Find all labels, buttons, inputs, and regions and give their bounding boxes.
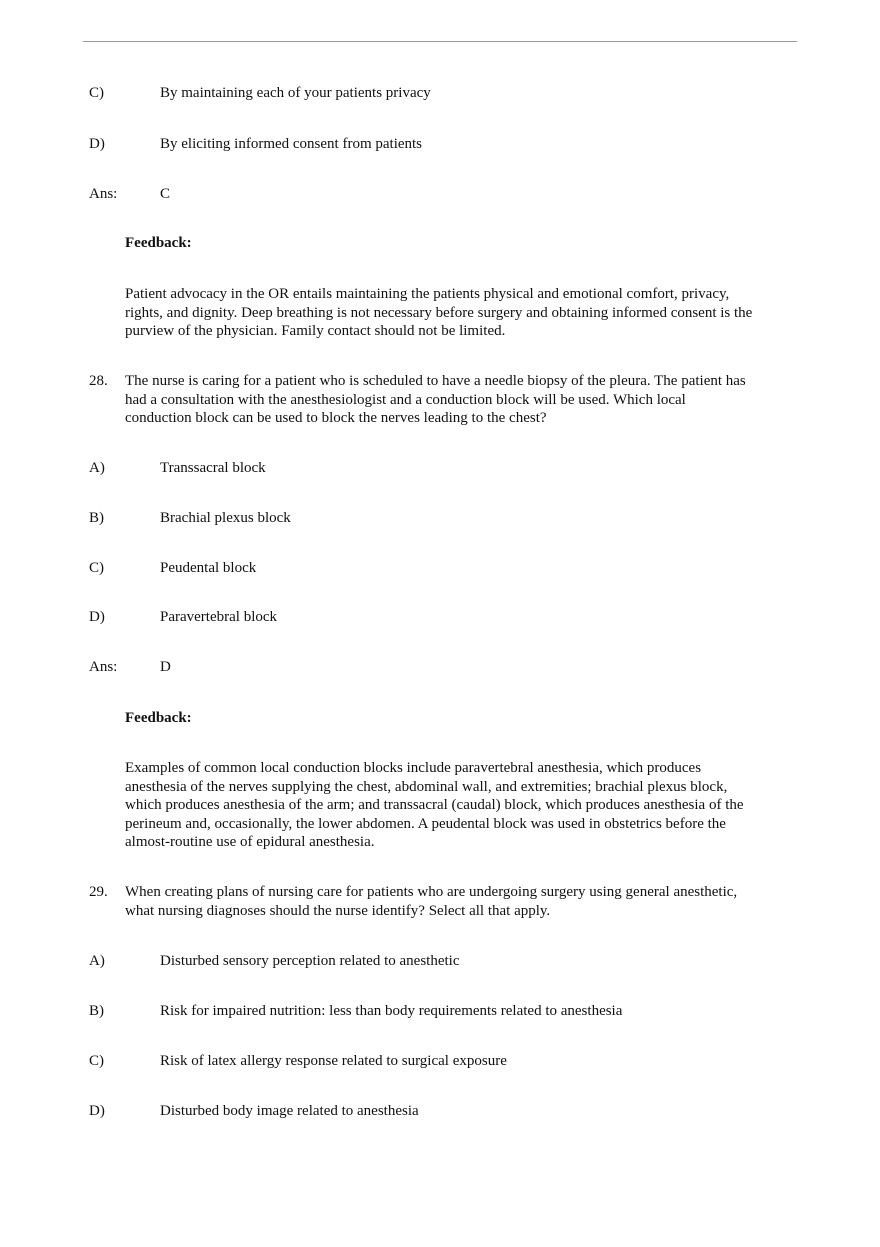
option-label: A)	[89, 953, 105, 969]
answer-label: Ans:	[89, 186, 118, 202]
q29-stem: When creating plans of nursing care for patients who are undergoing surgery using general anesthetic, what nursing diagnoses should the nurse identify? Select all that apply.	[125, 884, 738, 919]
option-label: A)	[89, 460, 105, 476]
option-text: By eliciting informed consent from patients	[160, 136, 423, 152]
option-label: D)	[89, 136, 105, 152]
option-text: Transsacral block	[160, 460, 266, 476]
q27-feedback-text: Patient advocacy in the OR entails maintaining the patients physical and emotional comfort, privacy, rights, and dignity. Deep breathing is not necessary before surgery and obtaining informed consent is the purview of the physician. Family contact should not be limited.	[125, 286, 753, 339]
option-label: D)	[89, 609, 105, 625]
q29-number: 29.	[89, 884, 108, 900]
option-text: Peudental block	[160, 560, 257, 576]
option-label: D)	[89, 1103, 105, 1119]
q28-feedback-heading: Feedback:	[125, 710, 192, 726]
option-text: Brachial plexus block	[160, 510, 291, 526]
option-label: B)	[89, 1003, 104, 1019]
option-text: Paravertebral block	[160, 609, 278, 625]
answer-label: Ans:	[89, 659, 118, 675]
option-text: Risk for impaired nutrition: less than body requirements related to anesthesia	[160, 1003, 623, 1019]
option-text: By maintaining each of your patients privacy	[160, 85, 431, 101]
option-label: C)	[89, 85, 104, 101]
option-text: Risk of latex allergy response related to surgical exposure	[160, 1053, 507, 1069]
header-rule	[83, 41, 797, 42]
option-text: Disturbed sensory perception related to anesthetic	[160, 953, 460, 969]
answer-value: D	[160, 659, 171, 675]
q28-number: 28.	[89, 373, 108, 389]
option-text: Disturbed body image related to anesthesia	[160, 1103, 419, 1119]
answer-value: C	[160, 186, 171, 202]
option-label: C)	[89, 560, 104, 576]
option-label: B)	[89, 510, 104, 526]
option-label: C)	[89, 1053, 104, 1069]
q28-feedback-text: Examples of common local conduction blocks include paravertebral anesthesia, which produces anesthesia of the nerves supplying the chest, abdominal wall, and extremities; brachial plexus block, which produces anesthesia of the arm; and transsacral (caudal) block, which produces anesthesia of the perineum and, occasionally, the lower abdomen. A peudental block was used in obstetrics before the almost-routine use of epidural anesthesia.	[125, 760, 744, 850]
q27-feedback-heading: Feedback:	[125, 235, 192, 251]
q28-stem: The nurse is caring for a patient who is scheduled to have a needle biopsy of the pleura. The patient has had a consultation with the anesthesiologist and a conduction block will be used. Which local conduction block can be used to block the nerves leading to the chest?	[125, 373, 746, 426]
